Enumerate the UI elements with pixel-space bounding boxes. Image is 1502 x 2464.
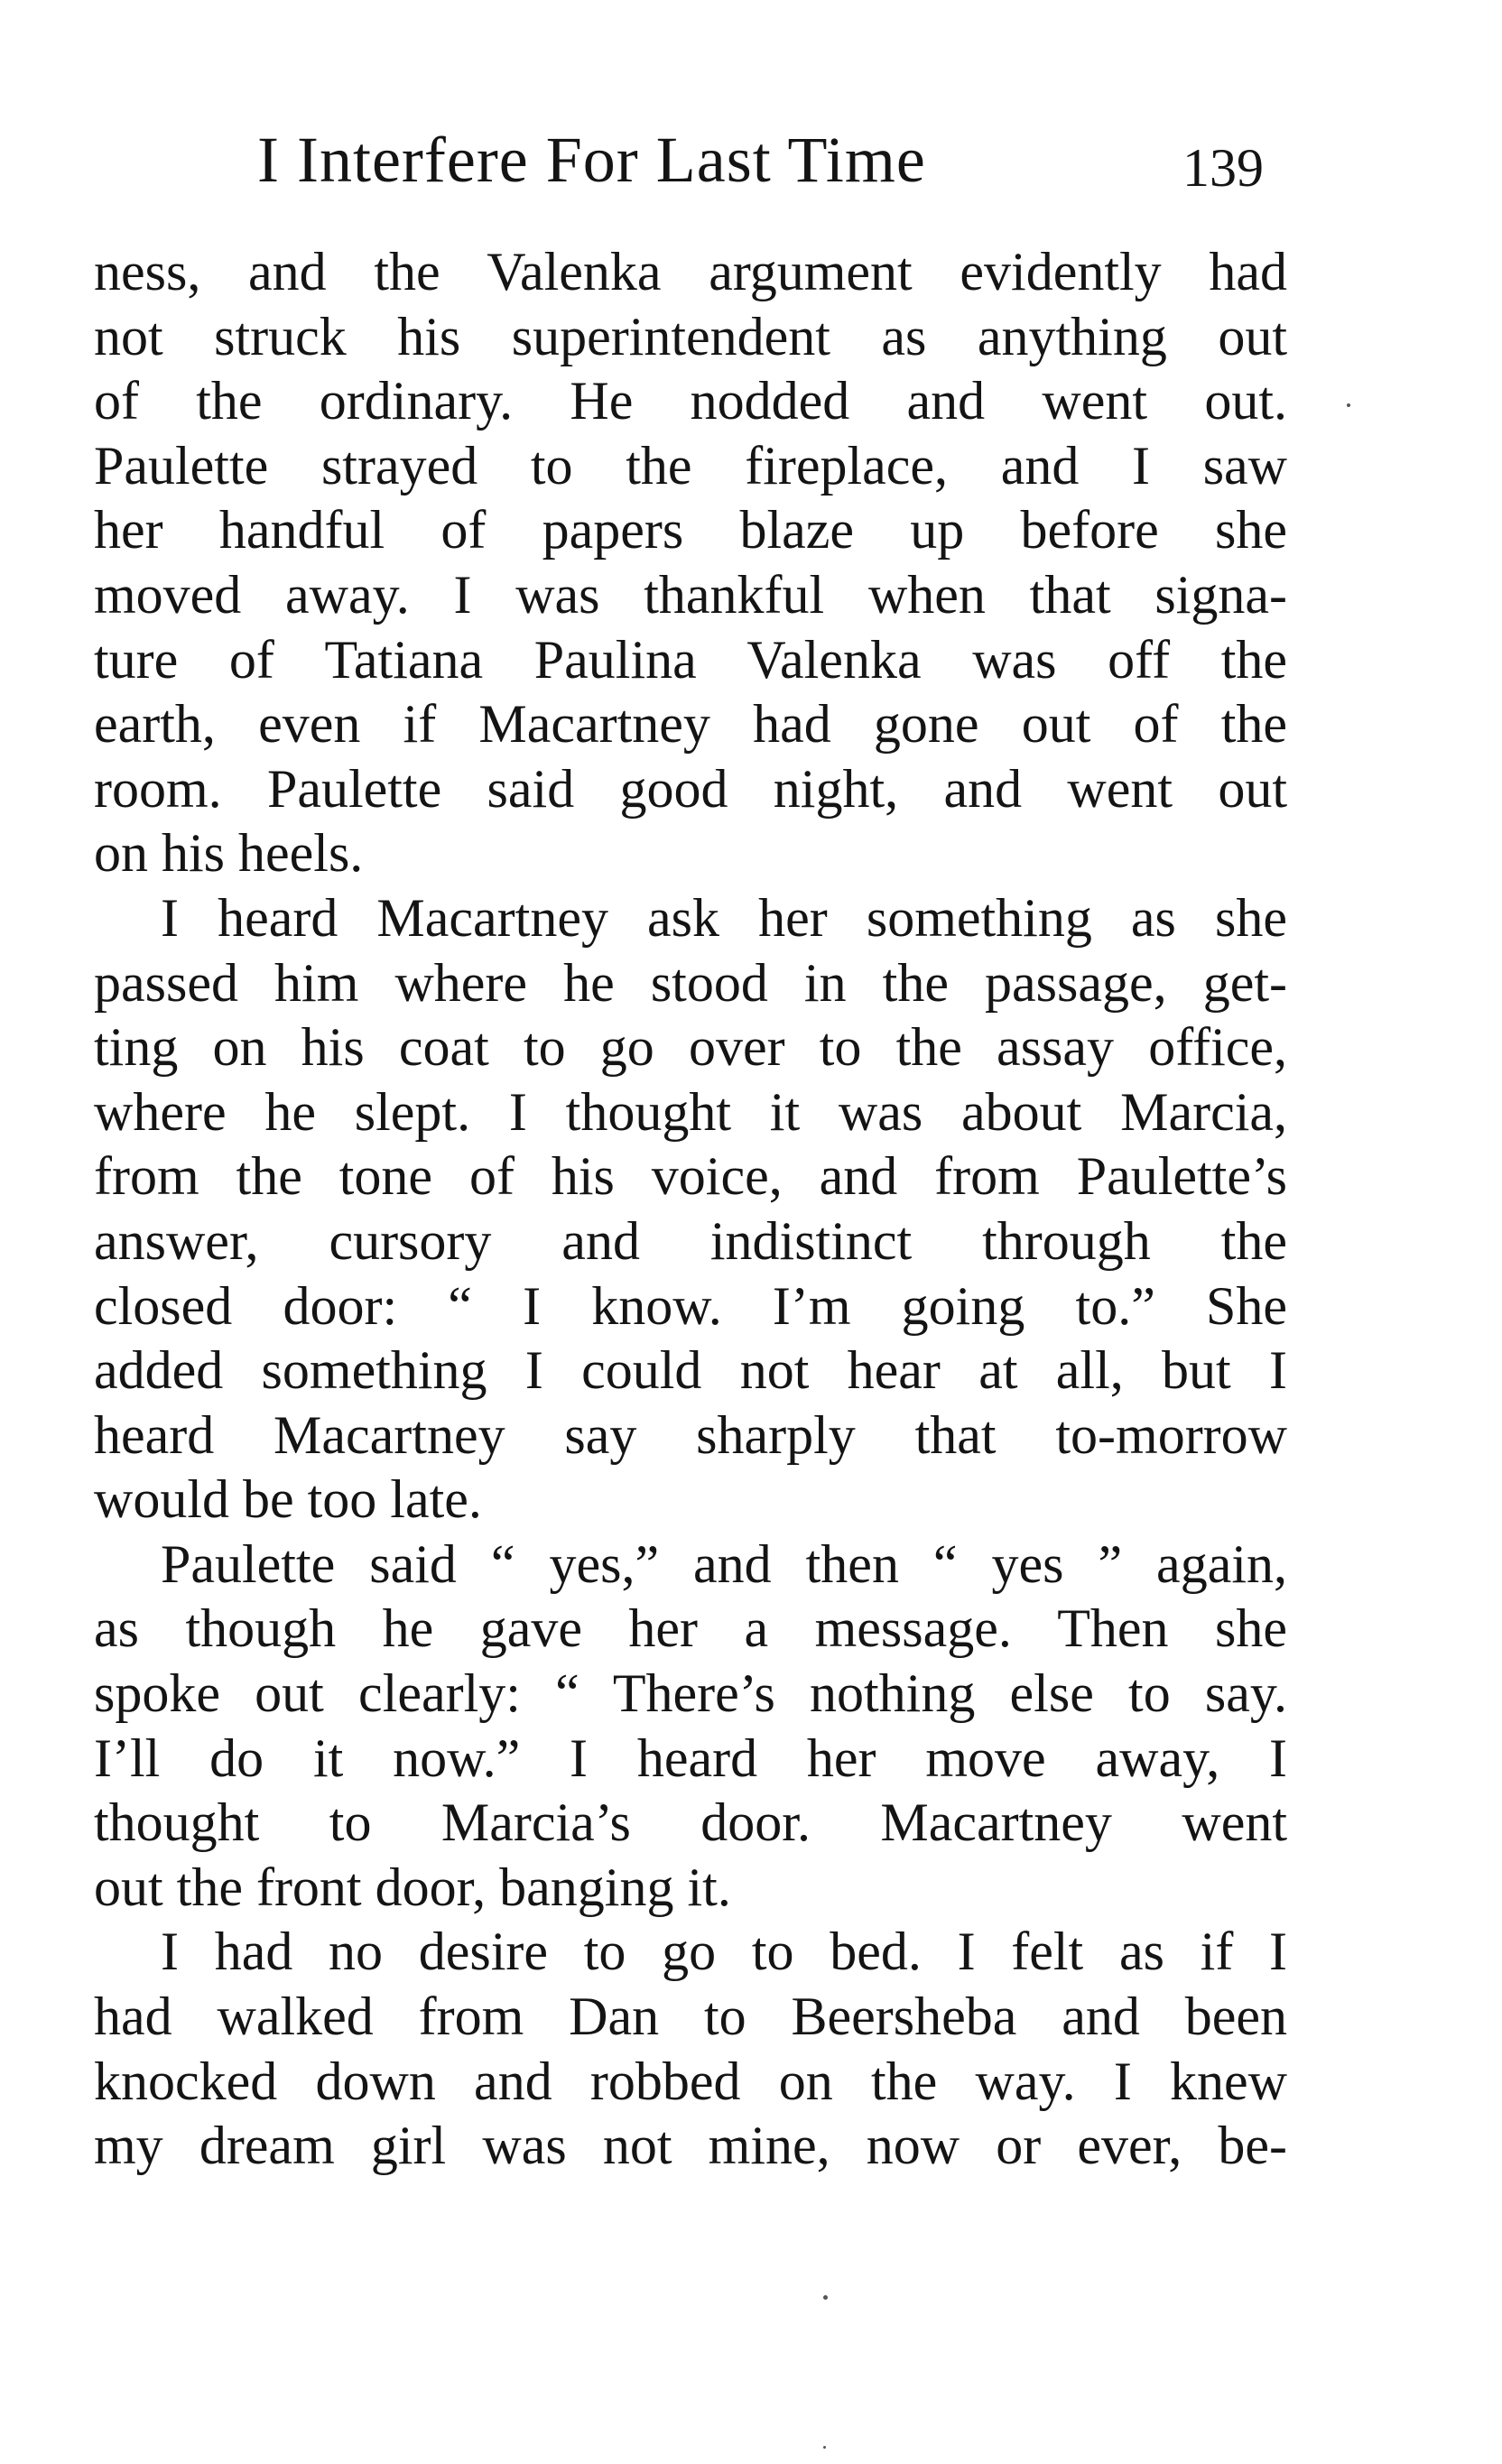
text-line: answer, cursory and indistinct through the bbox=[94, 1210, 1287, 1271]
running-title: I Interfere For Last Time bbox=[257, 124, 926, 196]
scan-speck bbox=[823, 2446, 826, 2449]
text-line: where he slept. I thought it was about Marcia, bbox=[94, 1081, 1287, 1142]
text-line: thought to Marcia’s door. Macartney went bbox=[94, 1792, 1287, 1853]
text-line: on his heels. bbox=[94, 823, 364, 884]
text-line: from the tone of his voice, and from Paulette’s bbox=[94, 1146, 1287, 1207]
text-line: not struck his superintendent as anything out bbox=[94, 306, 1287, 366]
text-line: her handful of papers blaze up before she bbox=[94, 500, 1287, 560]
text-line: had walked from Dan to Beersheba and been bbox=[94, 1987, 1287, 2047]
text-line: ture of Tatiana Paulina Valenka was off the bbox=[94, 629, 1287, 690]
text-line: passed him where he stood in the passage, get- bbox=[94, 952, 1287, 1013]
text-line: closed door: “ I know. I’m going to.” She bbox=[94, 1275, 1287, 1336]
text-line: knocked down and robbed on the way. I knew bbox=[94, 2051, 1287, 2111]
scan-speck bbox=[823, 2295, 828, 2300]
scan-speck bbox=[1347, 403, 1350, 407]
text-line: ness, and the Valenka argument evidently had bbox=[94, 242, 1287, 301]
text-line: earth, even if Macartney had gone out of the bbox=[94, 694, 1287, 755]
text-line: I heard Macartney ask her something as she bbox=[161, 887, 1287, 948]
text-line: my dream girl was not mine, now or ever, be- bbox=[94, 2116, 1287, 2176]
text-line: would be too late. bbox=[94, 1469, 482, 1530]
text-line: ting on his coat to go over to the assay office, bbox=[94, 1017, 1287, 1078]
text-line: room. Paulette said good night, and went out bbox=[94, 758, 1287, 819]
text-line: of the ordinary. He nodded and went out. bbox=[94, 371, 1287, 431]
text-line: I had no desire to go to bed. I felt as if I bbox=[161, 1922, 1287, 1982]
body-text bbox=[94, 240, 1287, 2179]
page-header bbox=[0, 123, 1502, 204]
page-number: 139 bbox=[1182, 138, 1264, 198]
text-line: out the front door, banging it. bbox=[94, 1857, 731, 1917]
text-line: moved away. I was thankful when that signa- bbox=[94, 564, 1287, 625]
text-line: added something I could not hear at all, but I bbox=[94, 1340, 1287, 1401]
text-line: spoke out clearly: “ There’s nothing else to say. bbox=[94, 1663, 1287, 1724]
text-line: as though he gave her a message. Then she bbox=[94, 1598, 1287, 1659]
text-line: heard Macartney say sharply that to-morrow bbox=[94, 1404, 1287, 1465]
text-line: Paulette said “ yes,” and then “ yes ” again, bbox=[161, 1533, 1287, 1594]
text-line: I’ll do it now.” I heard her move away, I bbox=[94, 1728, 1287, 1788]
text-line: Paulette strayed to the fireplace, and I saw bbox=[94, 435, 1287, 496]
